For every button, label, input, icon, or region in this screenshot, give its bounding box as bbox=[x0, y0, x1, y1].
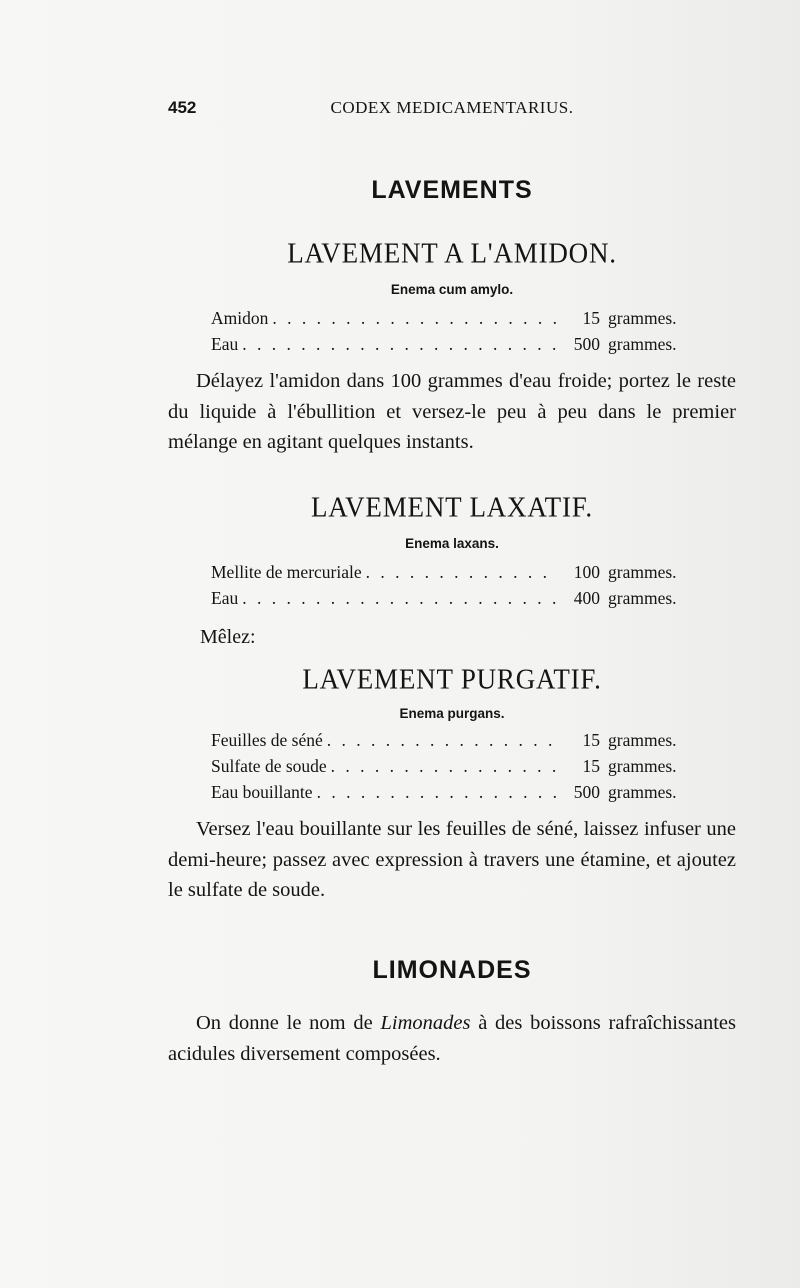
recipe-title-purgatif: LAVEMENT PURGATIF. bbox=[302, 663, 602, 695]
ingredient-unit: grammes. bbox=[608, 782, 677, 802]
ingredient-name: Eau bbox=[211, 588, 239, 608]
instructions-purgatif: Versez l'eau bouillante sur les feuilles de séné, laissez infuser une demi-heure; passez avec expression à travers une étamine, et ajoutez le sulfate de soude. bbox=[168, 818, 736, 901]
ingredient-unit: grammes. bbox=[608, 756, 677, 776]
ingredient-row bbox=[211, 562, 692, 588]
ingredient-list-purgatif bbox=[211, 730, 692, 808]
ingredient-unit: grammes. bbox=[608, 588, 677, 608]
section-title-lavements: LAVEMENTS bbox=[371, 176, 533, 204]
ingredient-quantity: 500 bbox=[573, 334, 600, 354]
leader-dots bbox=[242, 588, 558, 609]
ingredient-name: Amidon bbox=[211, 308, 269, 328]
ingredient-unit: grammes. bbox=[608, 730, 677, 750]
ingredient-name: Feuilles de séné bbox=[211, 730, 323, 750]
ingredient-row bbox=[211, 730, 692, 756]
ingredient-row bbox=[211, 588, 692, 614]
instructions-amidon: Délayez l'amidon dans 100 grammes d'eau froide; portez le reste du liquide à l'ébullition et versez-le peu à peu dans le premier mélange en agitant quelques instants. bbox=[168, 370, 736, 453]
ingredient-name: Eau bbox=[211, 334, 239, 354]
leader-dots bbox=[242, 334, 558, 355]
ingredient-quantity: 15 bbox=[582, 756, 600, 776]
ingredient-row bbox=[211, 308, 692, 334]
leader-dots bbox=[317, 782, 558, 803]
running-title: CODEX MEDICAMENTARIUS. bbox=[330, 98, 574, 117]
ingredient-unit: grammes. bbox=[608, 308, 677, 328]
recipe-title-amidon: LAVEMENT A L'AMIDON. bbox=[287, 237, 617, 269]
limonades-definition bbox=[168, 1008, 736, 1070]
ingredient-list-amidon bbox=[211, 308, 692, 360]
page-header bbox=[168, 98, 736, 126]
ingredient-name: Eau bouillante bbox=[211, 782, 313, 802]
ingredient-unit: grammes. bbox=[608, 562, 677, 582]
latin-name-purgatif: Enema purgans. bbox=[399, 706, 505, 721]
section-title-limonades: LIMONADES bbox=[372, 956, 532, 984]
ingredient-row bbox=[211, 756, 692, 782]
ingredient-row bbox=[211, 782, 692, 808]
ingredient-quantity: 15 bbox=[582, 730, 600, 750]
ingredient-quantity: 15 bbox=[582, 308, 600, 328]
instructions-laxatif: Mêlez: bbox=[200, 626, 256, 648]
definition-text-end: à des boissons rafraîchissantes acidules diversement composées. bbox=[168, 1012, 736, 1065]
ingredient-list-laxatif bbox=[211, 562, 692, 614]
ingredient-quantity: 500 bbox=[573, 782, 600, 802]
ingredient-name: Sulfate de soude bbox=[211, 756, 327, 776]
recipe-title-laxatif: LAVEMENT LAXATIF. bbox=[311, 491, 593, 523]
latin-name-amidon: Enema cum amylo. bbox=[390, 282, 514, 297]
leader-dots bbox=[272, 308, 558, 329]
ingredient-name: Mellite de mercuriale bbox=[211, 562, 362, 582]
definition-term: Limonades bbox=[380, 1012, 471, 1034]
leader-dots bbox=[366, 562, 558, 583]
latin-name-laxatif: Enema laxans. bbox=[405, 536, 499, 551]
ingredient-row bbox=[211, 334, 692, 360]
leader-dots bbox=[331, 756, 558, 777]
definition-text-start: On donne le nom de bbox=[196, 1012, 381, 1034]
ingredient-quantity: 100 bbox=[573, 562, 600, 582]
ingredient-unit: grammes. bbox=[608, 334, 677, 354]
page-number: 452 bbox=[168, 98, 197, 117]
ingredient-quantity: 400 bbox=[573, 588, 600, 608]
leader-dots bbox=[327, 730, 558, 751]
